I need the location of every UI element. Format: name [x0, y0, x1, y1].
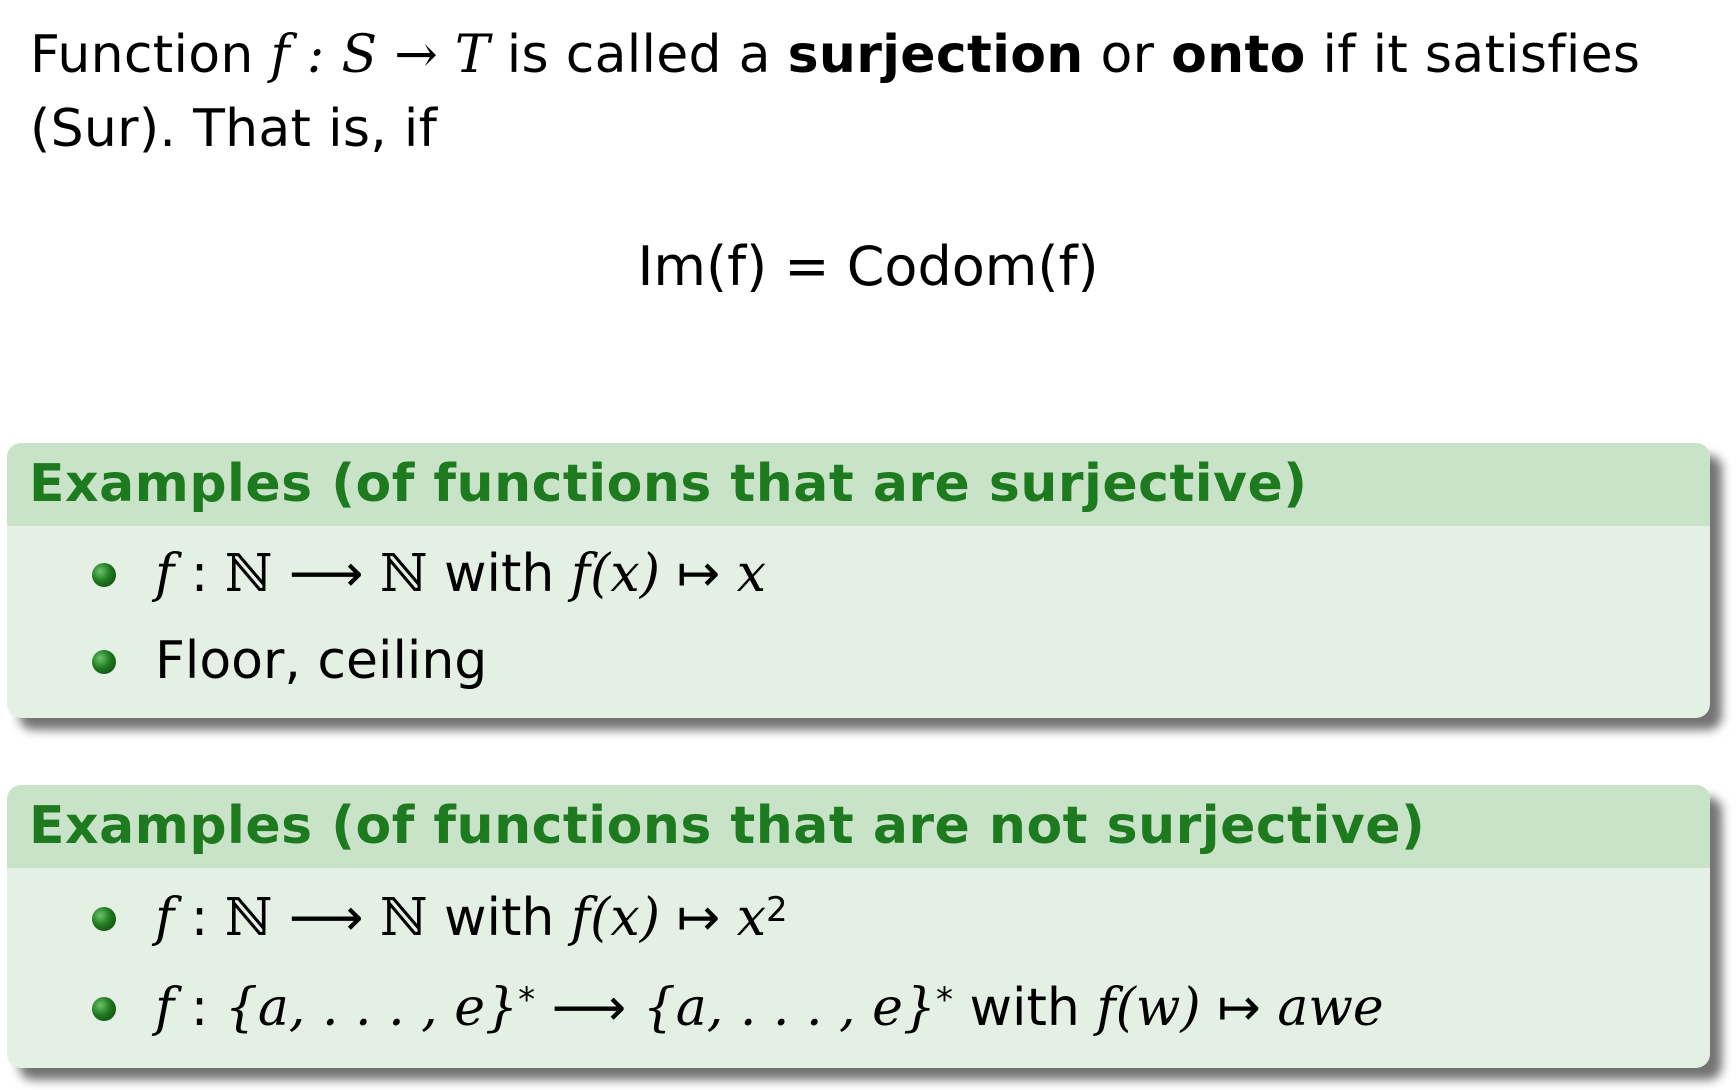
item-formula: [155, 973, 1384, 1043]
math-f: f: [155, 978, 175, 1038]
math-mapsto: ↦: [660, 888, 737, 948]
math-arrow: ⟶: [535, 978, 643, 1038]
math-kleene-star: *: [518, 980, 536, 1020]
item-formula: [155, 883, 788, 953]
intro-text-5: (Sur). That is, if: [30, 99, 438, 159]
non-surjective-examples-block: [7, 785, 1710, 1068]
bullet-icon: [92, 997, 116, 1021]
block-title: Examples (of functions that are not surjective): [7, 785, 1710, 868]
math-kleene-star: *: [935, 980, 953, 1020]
bullet-icon: [92, 907, 116, 931]
list-item: [7, 539, 1707, 609]
math-result: x: [736, 544, 767, 604]
math-result: x: [736, 888, 767, 948]
math-codomain: ℕ: [379, 544, 428, 604]
surjective-examples-block: [7, 443, 1710, 718]
bullet-icon: [92, 650, 116, 674]
function-signature: f : S → T: [270, 25, 490, 85]
math-codomain: ℕ: [379, 888, 428, 948]
math-mapsto: ↦: [1200, 978, 1278, 1038]
item-text: Floor, ceiling: [155, 631, 488, 691]
word-with: with: [427, 544, 571, 604]
list-item: [7, 973, 1707, 1043]
math-colon: :: [174, 544, 225, 604]
math-domain: ℕ: [224, 888, 273, 948]
item-formula: [155, 539, 766, 609]
math-f: f: [155, 544, 175, 604]
intro-text-1: Function: [30, 25, 271, 85]
bullet-icon: [92, 563, 116, 587]
intro-text-2: is called a: [489, 25, 788, 85]
intro-paragraph: [30, 18, 1690, 166]
list-item: [7, 626, 1707, 696]
math-arrow: ⟶: [272, 888, 380, 948]
math-f: f: [155, 888, 175, 948]
math-mapsto: ↦: [660, 544, 737, 604]
math-colon: :: [174, 888, 225, 948]
math-fw: f(w): [1096, 978, 1201, 1038]
display-equation: Im(f) = Codom(f): [637, 235, 1099, 298]
math-result: awe: [1277, 978, 1384, 1038]
word-with: with: [952, 978, 1097, 1038]
math-fx: f(x): [570, 888, 661, 948]
word-with: with: [427, 888, 571, 948]
intro-text-3: or: [1083, 25, 1172, 85]
intro-text-4: if it satisfies: [1305, 25, 1641, 85]
math-exponent: 2: [766, 890, 788, 930]
block-title: Examples (of functions that are surjective): [7, 443, 1710, 526]
math-codomain: {a, . . . , e}: [642, 978, 936, 1038]
math-domain: {a, . . . , e}: [224, 978, 519, 1038]
math-fx: f(x): [570, 544, 661, 604]
list-item: [7, 883, 1707, 953]
math-arrow: ⟶: [272, 544, 380, 604]
math-colon: :: [174, 978, 225, 1038]
term-surjection: surjection: [787, 25, 1084, 85]
term-onto: onto: [1171, 25, 1306, 85]
math-domain: ℕ: [224, 544, 273, 604]
